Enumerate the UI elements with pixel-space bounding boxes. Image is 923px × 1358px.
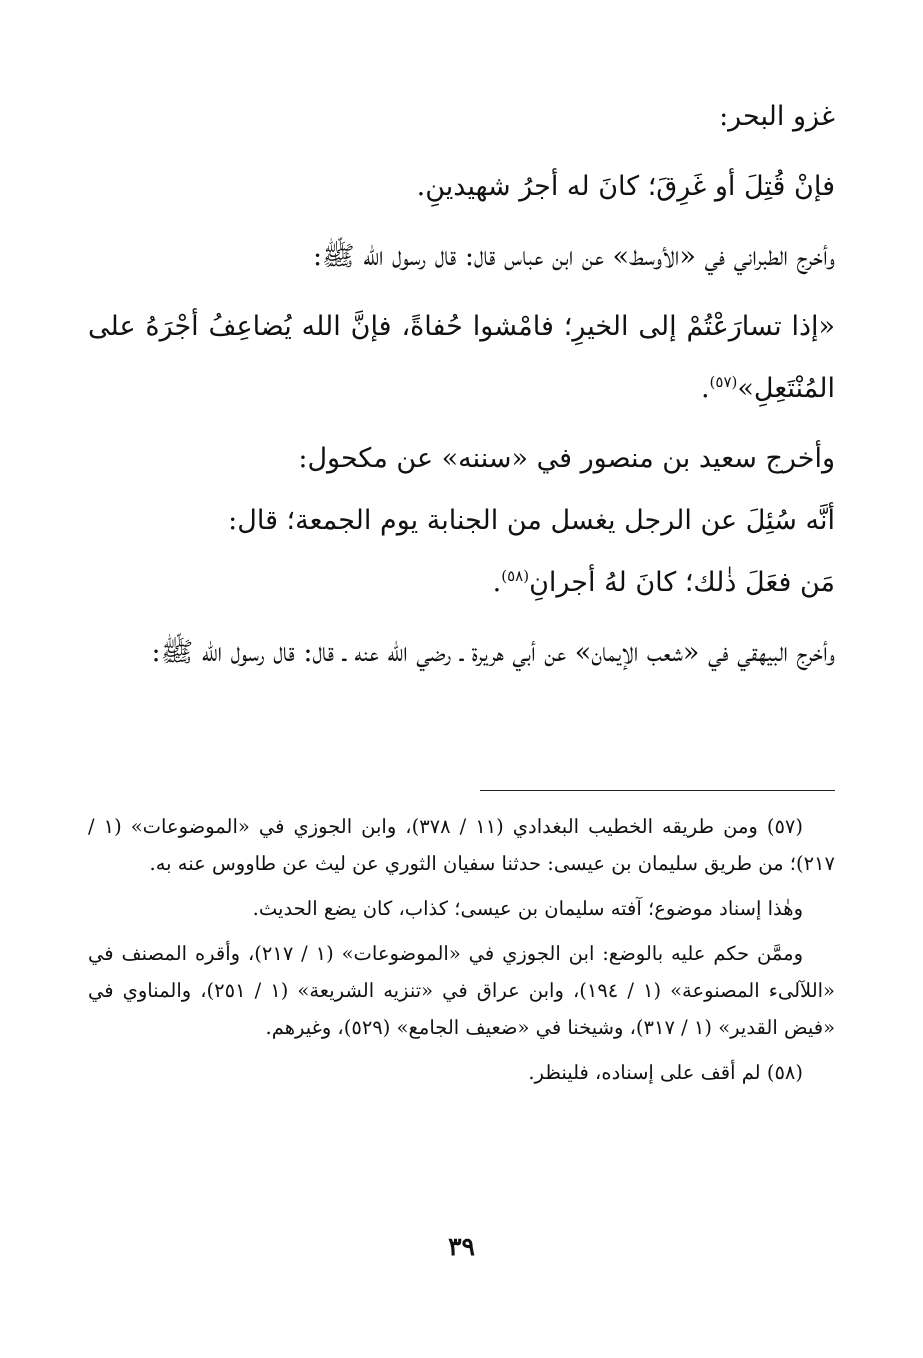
text-line: غزو البحر:	[719, 101, 835, 132]
footnote-58: (٥٨) لم أقف على إسناده، فلينظر.	[528, 1061, 803, 1084]
text-line: فإنْ قُتِلَ أو غَرِقَ؛ كانَ له أجرُ شهيدينِ.	[416, 171, 835, 202]
text-line: أنَّه سُئِلَ عن الرجل يغسل من الجنابة يوم الجمعة؛ قال:	[228, 505, 835, 536]
footnote-57-comment: وهٰذا إسناد موضوع؛ آفته سليمان بن عيسى؛ كذاب، كان يضع الحديث.	[252, 897, 803, 920]
quote-text: مَن فعَلَ ذٰلك؛ كانَ لهُ أجرانِ	[529, 567, 835, 598]
punctuation: .	[492, 567, 502, 598]
footnote-57-ruling: وممَّن حكم عليه بالوضع: ابن الجوزي في «الموضوعات» (١ / ٢١٧)، وأقره المصنف في «اللآلىء المصنوعة» (١ / ١٩٤)، وابن عراق في «تنزيه الشريعة» (١ / ٢٥١)، والمناوي في «فيض القدير» (١ / ٣١٧)، وشيخنا في «ضعيف الجامع» (٥٢٩)، وغيرهم.	[88, 942, 835, 1039]
hadith-text: «إذا تسارَعْتُمْ إلى الخيرِ؛ فامْشوا حُفاةً، فإنَّ الله يُضاعِفُ أجْرَهُ على المُنْتَعِلِ»	[88, 311, 835, 404]
footnote-separator	[480, 790, 835, 791]
text-line: وأخرج سعيد بن منصور في «سننه» عن مكحول:	[298, 443, 835, 474]
punctuation: .	[700, 373, 710, 404]
text-line	[88, 552, 835, 614]
page-number: ٣٩	[448, 1232, 475, 1261]
text-paragraph: وأخرج الطبراني في «الأوسط» عن ابن عباس قال: قال رسول الله ﷺ:	[312, 241, 835, 272]
footnotes	[88, 808, 835, 1091]
hadith-quote	[88, 296, 835, 420]
text-paragraph: وأخرج البيهقي في «شعب الإيمان» عن أبي هريرة ـ رضي الله عنه ـ قال: قال رسول الله ﷺ:	[151, 637, 835, 668]
main-text	[88, 86, 835, 684]
footnote-57: (٥٧) ومن طريقه الخطيب البغدادي (١١ / ٣٧٨)، وابن الجوزي في «الموضوعات» (١ / ٢١٧)؛ من طريق سليمان بن عيسى: حدثنا سفيان الثوري عن ليث عن طاووس عنه به.	[88, 815, 835, 875]
footnote-ref-57: (٥٧)	[709, 373, 738, 391]
footnote-ref-58: (٥٨)	[501, 567, 530, 585]
